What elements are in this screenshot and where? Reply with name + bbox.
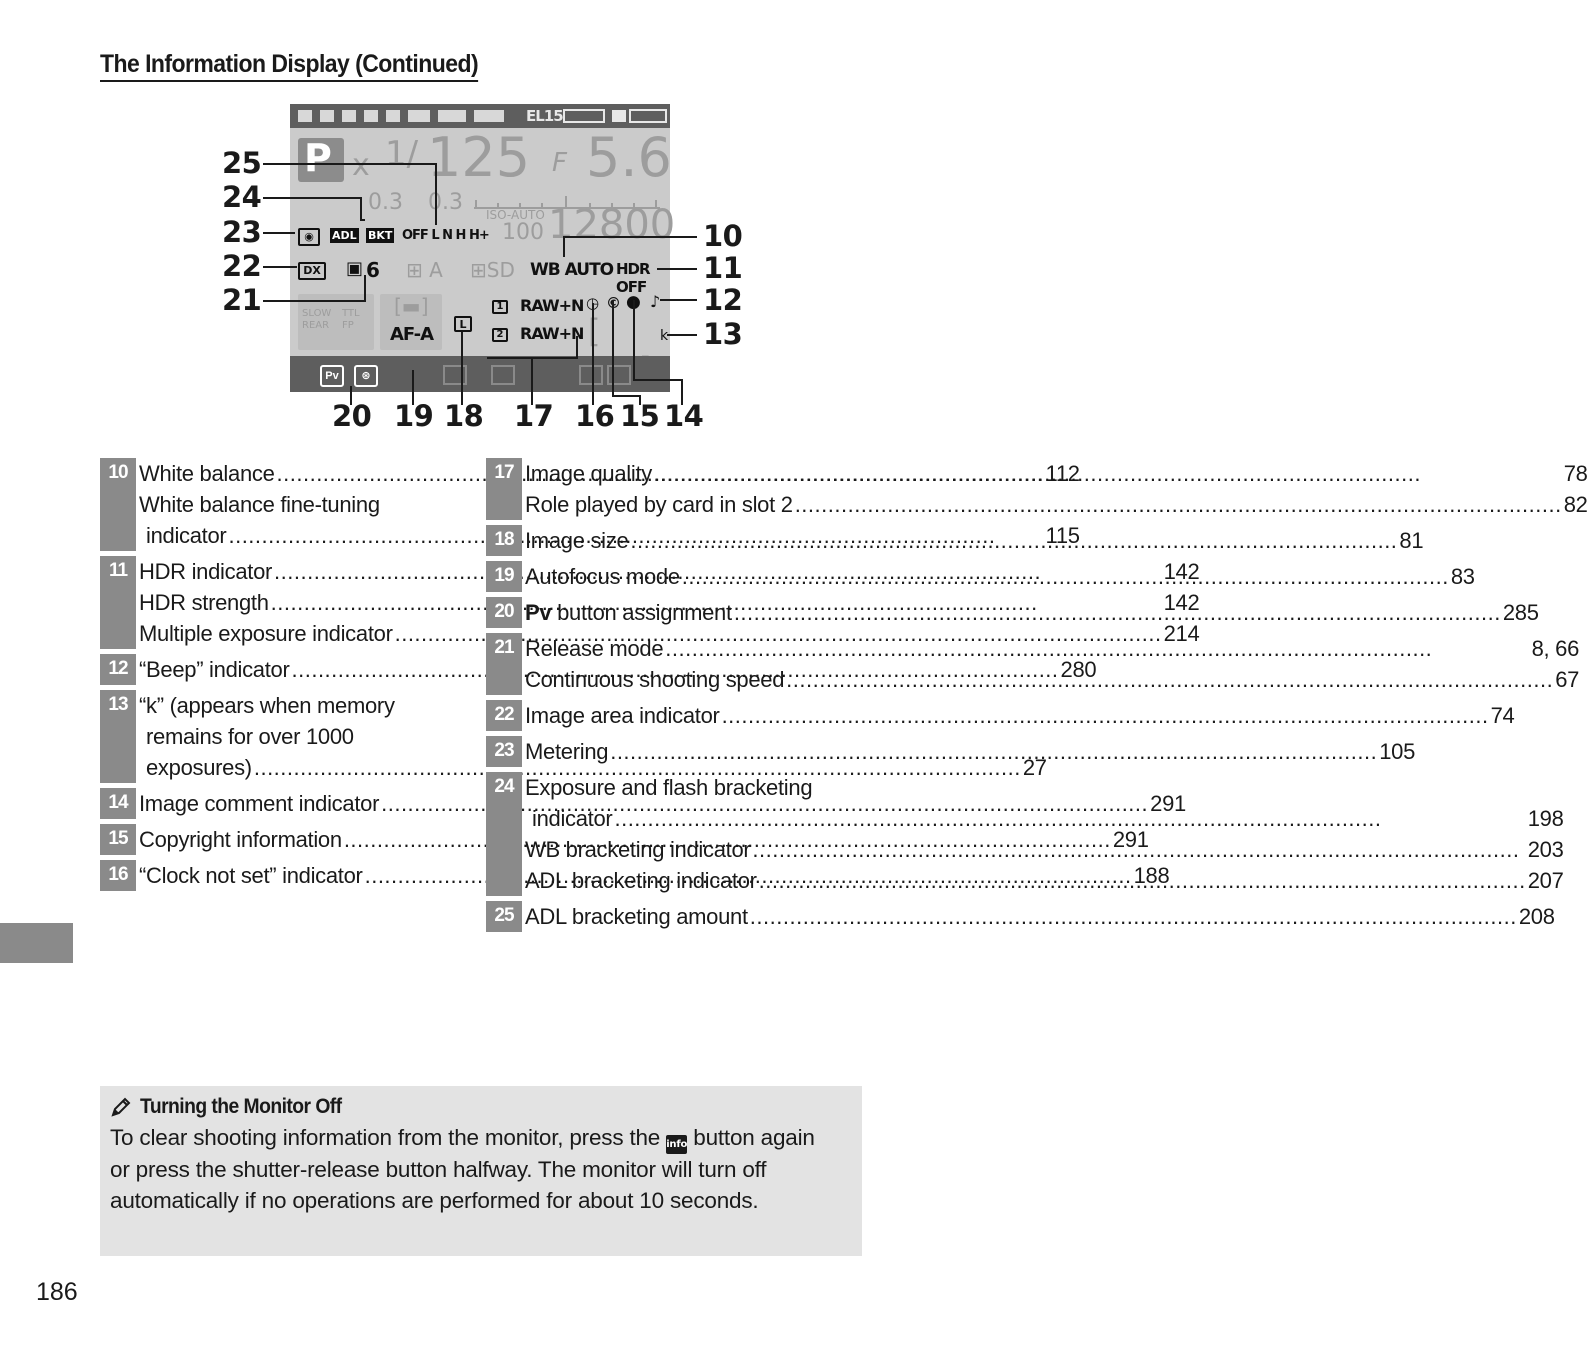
reference-entry-text: White balance fine-tuning [139,492,380,517]
reference-entry [525,803,1564,834]
reference-page-number: 203 [1527,837,1564,862]
lcd-x-mark: x [352,148,370,183]
reference-page-number: 8, 66 [1531,636,1580,661]
lcd-slot2-quality: RAW+N [520,324,584,343]
reference-number-badge: 15 [100,824,136,855]
reference-number-badge: 20 [486,597,522,628]
callout-14: 14 [664,399,704,433]
lcd-slot2-icon: 2 [492,328,508,342]
lcd-aperture-icon: ⊛ [354,365,378,387]
lcd-dx-indicator: DX [298,262,326,280]
reference-page-number: 67 [1555,667,1580,692]
reference-entry [525,736,1415,767]
lcd-release-icon: ▣ [346,258,363,279]
reference-number-badge: 10 [100,458,136,551]
dot-leader [665,633,1529,664]
lcd-wb-indicator: WB AUTO [530,260,614,280]
reference-number-badge: 19 [486,561,522,592]
callout-23: 23 [222,215,262,249]
lcd-clock-icon: ◷ [586,294,599,312]
reference-entry-text: Copyright information [139,827,342,852]
lcd-ttl-fp: TTL FP [342,308,360,331]
reference-entries [522,458,1588,520]
reference-entry-text: ADL bracketing indicator [525,868,757,893]
lcd-shutter-prefix: 1/ [385,134,419,174]
reference-entries [522,772,1564,896]
reference-entry-text: Exposure and flash bracketing [525,775,813,800]
callout-22: 22 [222,249,262,283]
note-body-text-2: button again or press the shutter-release button halfway. The monitor will turn off automatically if no operations are performed for about 10 seconds. [110,1125,815,1213]
reference-entries [522,700,1514,731]
reference-entry-text: exposures) [146,755,252,780]
reference-entries [522,597,1539,628]
page-number: 186 [36,1278,78,1306]
lcd-af-mode: AF-A [390,324,434,345]
lcd-flash-comp: 0.3 [428,190,463,215]
dot-leader [734,597,1501,628]
dot-leader [654,458,1562,489]
callout-18: 18 [444,399,484,433]
reference-entry-text: Release mode [525,636,664,661]
reference-entry [525,458,1588,489]
note-title: Turning the Monitor Off [140,1095,342,1118]
lcd-slow-rear: SLOW REAR [302,308,332,331]
reference-number-badge: 22 [486,700,522,731]
dot-leader [759,865,1526,896]
lcd-image-size: L [454,316,472,332]
lcd-hdr-indicator: HDR OFF [616,260,650,296]
reference-entries [522,901,1555,932]
reference-entry-text: Image quality [525,461,652,486]
section-side-tab [0,923,73,963]
callout-11: 11 [703,251,743,285]
reference-entry [525,772,1564,803]
lcd-bracket-steps: OFF L N H H+ [402,228,489,243]
page-heading: The Information Display (Continued) [100,50,478,82]
callout-21: 21 [222,283,262,317]
reference-page-number: 280 [1060,657,1097,682]
reference-row [486,700,1515,731]
dot-leader [610,736,1377,767]
callout-13: 13 [703,317,743,351]
reference-entry-text: Image comment indicator [139,791,380,816]
reference-entries [522,561,1475,592]
reference-entry [525,525,1423,556]
reference-number-badge: 13 [100,690,136,783]
dot-leader [614,803,1525,834]
lcd-metering-icon: ◉ [298,228,320,246]
reference-entry-text: White balance [139,461,275,486]
lcd-aperture: 5.6 [586,126,672,189]
reference-entry-text: indicator [532,806,613,831]
reference-page-number: 81 [1399,528,1424,553]
lcd-af-area-icon: [▬] [394,294,429,318]
reference-number-badge: 23 [486,736,522,767]
pv-bold-label: Pv [525,600,552,625]
info-button-icon: info [666,1135,687,1154]
pencil-icon [110,1096,132,1118]
reference-entry [525,489,1588,520]
reference-page-number: 207 [1527,868,1564,893]
reference-page-number: 112 [1045,461,1080,486]
reference-page-number: 27 [1022,755,1047,780]
reference-entry-text: ADL bracketing amount [525,904,748,929]
lcd-copyright-icon: © [606,294,620,312]
note-body-text-1: To clear shooting information from the monitor, press the [110,1125,661,1150]
reference-entry-text: WB bracketing indicator [525,837,751,862]
reference-entry-text: “Beep” indicator [139,657,290,682]
information-display-figure [215,100,745,440]
reference-entry [525,561,1475,592]
reference-number-badge: 25 [486,901,522,932]
dot-leader [750,901,1517,932]
reference-entry-text: Image area indicator [525,703,720,728]
reference-entry-text: Continuous shooting speed [525,667,785,692]
reference-entries [522,633,1579,695]
reference-page-number: 142 [1163,559,1200,584]
callout-17: 17 [514,399,554,433]
lcd-adl-label: ADL [332,229,357,242]
lcd-pv-button: Pv [320,365,344,387]
reference-row [486,901,1555,932]
reference-entry-text [525,597,732,628]
note-body [110,1122,835,1216]
lcd-slot1-icon: 1 [492,300,508,314]
reference-entry [525,901,1555,932]
reference-entry-text: HDR indicator [139,559,273,584]
callout-25: 25 [222,146,262,180]
reference-entry-text: Metering [525,739,609,764]
lcd-bkt-label: BKT [368,229,393,242]
lcd-shutter-speed: 125 [427,126,531,189]
reference-number-badge: 17 [486,458,522,520]
reference-page-number: 115 [1045,523,1080,548]
callout-24: 24 [222,180,262,214]
note-title-row [110,1094,852,1120]
reference-entries [522,736,1415,767]
reference-entry-text: Autofocus mode [525,564,680,589]
reference-number-badge: 11 [100,556,136,649]
reference-entry-text: Image size [525,528,629,553]
lcd-release-count: 6 [366,258,379,282]
reference-number-badge: 14 [100,788,136,819]
dot-leader [752,834,1525,865]
reference-entry [525,664,1579,695]
reference-number-badge: 16 [100,860,136,891]
lcd-exposure-comp: 0.3 [368,190,403,215]
reference-number-badge: 21 [486,633,522,695]
reference-page-number: 105 [1379,739,1416,764]
dot-leader [682,561,1449,592]
lcd-iso-label: ISO-AUTO [486,208,545,222]
lcd-remaining-exposures: [ [588,312,601,350]
reference-row [486,736,1416,767]
lcd-k-indicator: k [660,328,668,344]
reference-page-number: 74 [1490,703,1515,728]
reference-number-badge: 18 [486,525,522,556]
callout-15: 15 [620,399,660,433]
reference-page-number: 214 [1163,621,1200,646]
reference-row [100,788,1186,819]
reference-entry-text: indicator [146,523,227,548]
reference-entry-label: button assignment [557,600,732,625]
callout-12: 12 [703,283,743,317]
reference-entry [525,834,1564,865]
reference-page-number: 82 [1563,492,1588,517]
lcd-picture-control: ⊞ A [406,258,443,282]
dot-leader [630,525,1397,556]
reference-entries [522,525,1423,556]
reference-page-number: 188 [1133,863,1170,888]
lcd-aperture-prefix: F [552,148,567,178]
reference-entry-text: “Clock not set” indicator [139,863,363,888]
reference-entry-text: HDR strength [139,590,269,615]
reference-entry-text: Role played by card in slot 2 [525,492,793,517]
lcd-exposure-mode: P [298,138,344,182]
lcd-battery-label: EL15 [526,107,563,125]
reference-page-number: 291 [1150,791,1186,816]
callout-19: 19 [394,399,434,433]
lcd-iso-value: 12800 [548,202,676,248]
reference-entry [525,597,1539,628]
lcd-comment-icon: ● [626,292,640,312]
lcd-slot1-quality: RAW+N [520,296,584,315]
reference-number-badge: 24 [486,772,522,896]
reference-entry [525,633,1579,664]
reference-page-number: 142 [1163,590,1200,615]
reference-number-badge: 12 [100,654,136,685]
callout-10: 10 [703,219,743,253]
dot-leader [795,489,1562,520]
callout-20: 20 [332,399,372,433]
reference-entry-text: Multiple exposure indicator [139,621,393,646]
dot-leader [722,700,1489,731]
reference-page-number: 78 [1563,461,1588,486]
reference-page-number: 198 [1527,806,1564,831]
note-box [100,1086,862,1256]
reference-entry-text: “k” (appears when memory [139,693,395,718]
reference-page-number: 291 [1112,827,1149,852]
reference-page-number: 208 [1518,904,1555,929]
reference-entry [525,700,1514,731]
reference-entry-text: remains for over 1000 [146,724,354,749]
lcd-iso-base: 100 [502,220,544,245]
reference-page-number: 285 [1502,600,1539,625]
dot-leader [786,664,1553,695]
lcd-beep-icon: ♪ [650,292,660,311]
callout-leader-lines [215,100,745,440]
callout-16: 16 [575,399,615,433]
reference-page-number: 83 [1450,564,1475,589]
reference-entry [525,865,1564,896]
lcd-color-space: ⊞SD [470,258,515,282]
